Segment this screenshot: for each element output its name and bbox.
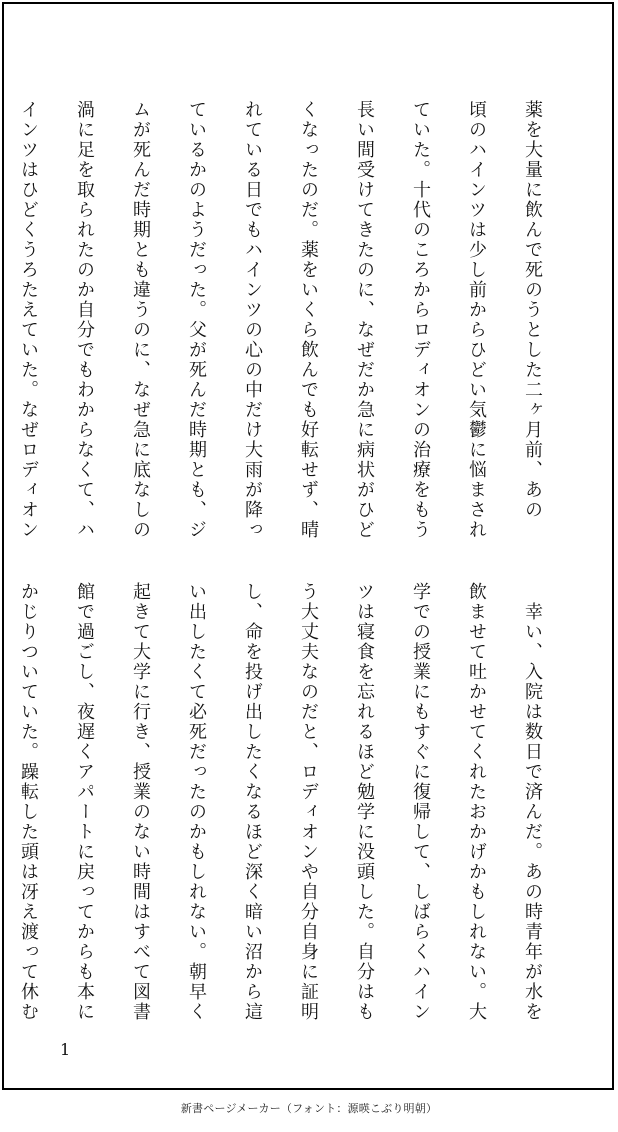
text-line: 飲ませて吐かせてくれたおかげかもしれない。大 xyxy=(466,582,487,1022)
text-line: 幸い、入院は数日で済んだ。あの時青年が水を xyxy=(522,582,543,1022)
text-line: ていた。十代のころからロディオンの治療をもう xyxy=(410,100,431,540)
text-line: 起きて大学に行き、授業のない時間はすべて図書 xyxy=(130,582,151,1022)
text-line: 館で過ごし、夜遅くアパートに戻ってからも本に xyxy=(74,582,95,1022)
text-line: ているかのようだった。父が死んだ時期とも、ジ xyxy=(186,100,207,540)
book-page xyxy=(2,2,614,1090)
text-line: 長い間受けてきたのに、なぜだか急に病状がひど xyxy=(354,100,375,540)
text-line: 薬を大量に飲んで死のうとした二ヶ月前、あの xyxy=(522,100,543,520)
page-number: 1 xyxy=(60,1040,71,1059)
text-line: くなったのだ。薬をいくら飲んでも好転せず、晴 xyxy=(298,100,319,540)
text-block-bottom xyxy=(18,582,574,1032)
text-line: 学での授業にもすぐに復帰して、しばらくハイン xyxy=(410,582,431,1022)
text-line: ムが死んだ時期とも違うのに、なぜ急に底なしの xyxy=(130,100,151,540)
text-line: う大丈夫なのだと、ロディオンや自分自身に証明 xyxy=(298,582,319,1022)
text-line: ツは寝食を忘れるほど勉学に没頭した。自分はも xyxy=(354,582,375,1022)
text-line: かじりついていた。躁転した頭は冴え渡って休む xyxy=(18,582,39,1022)
text-line: 渦に足を取られたのか自分でもわからなくて、ハ xyxy=(74,100,95,540)
text-line: れている日でもハインツの心の中だけ大雨が降っ xyxy=(242,100,263,540)
text-block-top xyxy=(18,100,574,550)
footer-caption: 新書ページメーカー（フォント：源暎こぶり明朝） xyxy=(180,1102,438,1115)
text-line: インツはひどくうろたえていた。なぜロディオン xyxy=(18,100,39,540)
text-line: 頃のハインツは少し前からひどい気鬱に悩まされ xyxy=(466,100,487,540)
text-line: い出したくて必死だったのかもしれない。朝早く xyxy=(186,582,207,1022)
text-line: し、命を投げ出したくなるほど深く暗い沼から這 xyxy=(242,582,263,1022)
